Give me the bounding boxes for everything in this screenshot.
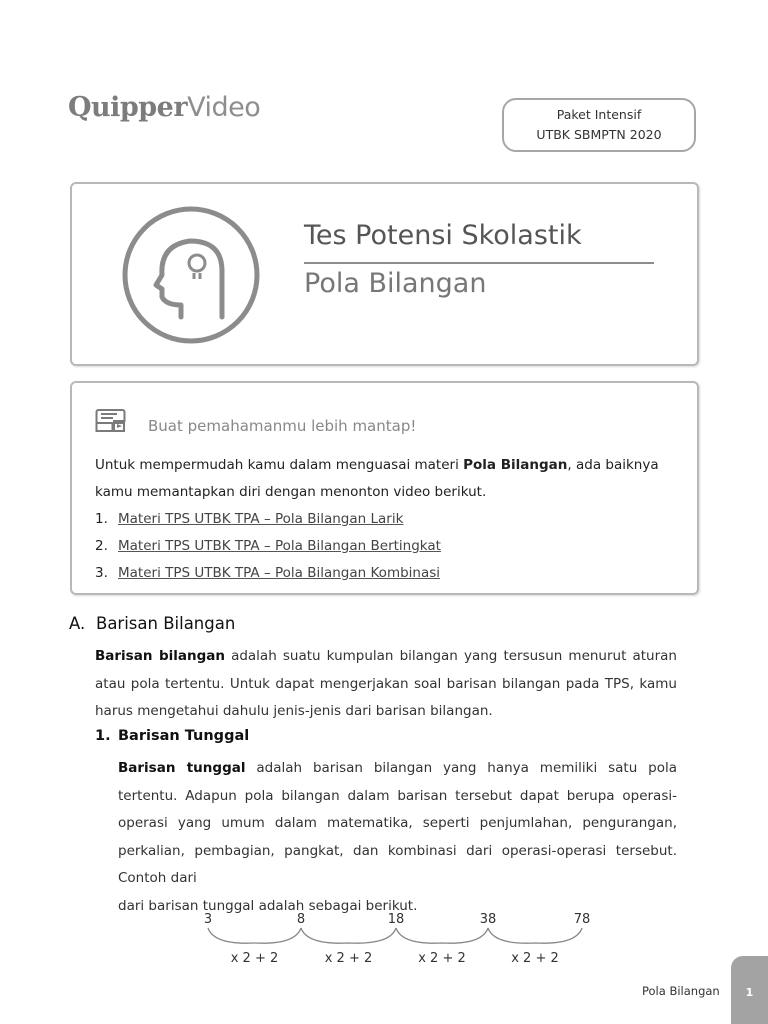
info-text-part: Untuk mempermudah kamu dalam menguasai materi	[95, 457, 464, 473]
section-title: Barisan Bilangan	[96, 614, 236, 633]
page-number: 1	[731, 956, 768, 1024]
info-heading: Buat pemahamanmu lebih mantap!	[148, 417, 417, 435]
section-label: A.	[69, 614, 86, 633]
subsection-label: 1.	[95, 728, 111, 744]
package-line-2: UTBK SBMPTN 2020	[536, 127, 662, 142]
sequence-term: 18	[387, 912, 405, 927]
list-item	[95, 534, 441, 561]
sequence-operation: x 2 + 2	[230, 951, 279, 966]
subsection-heading	[95, 728, 249, 744]
sequence-arc	[208, 928, 301, 943]
quipper-video-logo	[68, 92, 260, 123]
page-title: Tes Potensi Skolastik	[304, 220, 582, 251]
paragraph-text: adalah suatu kumpulan bilangan yang tersusun menurut aturan atau pola tertentu. Untuk dapat mengerjakan soal barisan bilangan pada TPS, kamu harus mengetahui dahulu jenis-jenis dari barisan bilangan.	[95, 648, 677, 719]
sequence-term: 3	[203, 912, 213, 927]
sequence-operation: x 2 + 2	[324, 951, 373, 966]
subsection-paragraph	[118, 755, 677, 920]
video-link-list	[95, 507, 441, 588]
sequence-operation: x 2 + 2	[418, 951, 466, 966]
footer-label: Pola Bilangan	[642, 984, 720, 998]
link-number: 1.	[95, 511, 108, 527]
sequence-arc	[396, 928, 488, 943]
term-bold: Barisan bilangan	[95, 648, 225, 664]
info-text	[95, 452, 675, 506]
sequence-term: 78	[573, 912, 591, 927]
video-link-larik[interactable]: Materi TPS UTBK TPA – Pola Bilangan Larik	[118, 511, 404, 527]
page-subtitle: Pola Bilangan	[304, 268, 487, 299]
sequence-operation: x 2 + 2	[511, 951, 559, 966]
logo-product: Video	[187, 92, 261, 123]
video-icon	[95, 408, 129, 434]
paragraph-text: adalah barisan bilangan yang hanya memiliki satu pola tertentu. Adapun pola bilangan dalam barisan tersebut dapat berupa operasi-operasi yang umum dalam matematika, seperti penjumlahan, pengurangan, perkalian, pembagian, pangkat, dan kombinasi dari operasi-operasi tersebut. Contoh dari	[118, 760, 677, 886]
head-lightbulb-icon	[118, 205, 264, 345]
package-line-1: Paket Intensif	[556, 107, 642, 122]
paragraph-last-line: dari barisan tunggal adalah sebagai berikut.	[118, 897, 418, 914]
title-divider	[304, 262, 654, 264]
link-number: 3.	[95, 565, 108, 581]
list-item	[95, 507, 441, 534]
video-link-bertingkat[interactable]: Materi TPS UTBK TPA – Pola Bilangan Bertingkat	[118, 538, 441, 554]
sequence-term: 38	[479, 912, 497, 927]
info-text-part: , ada baiknya kamu memantapkan diri dengan menonton video berikut.	[95, 457, 659, 500]
section-heading	[69, 614, 235, 633]
video-link-kombinasi[interactable]: Materi TPS UTBK TPA – Pola Bilangan Kombinasi	[118, 565, 441, 581]
logo-brand: Quipper	[68, 92, 188, 123]
sequence-term: 8	[296, 912, 306, 927]
package-badge	[502, 98, 696, 152]
list-item	[95, 561, 441, 588]
sequence-arc	[488, 928, 582, 943]
subsection-title: Barisan Tunggal	[118, 728, 250, 744]
term-bold: Barisan tunggal	[118, 760, 246, 776]
section-paragraph	[95, 643, 677, 726]
sequence-arc	[301, 928, 396, 943]
link-number: 2.	[95, 538, 108, 554]
sequence-diagram	[180, 900, 620, 980]
info-text-bold: Pola Bilangan	[463, 457, 568, 473]
